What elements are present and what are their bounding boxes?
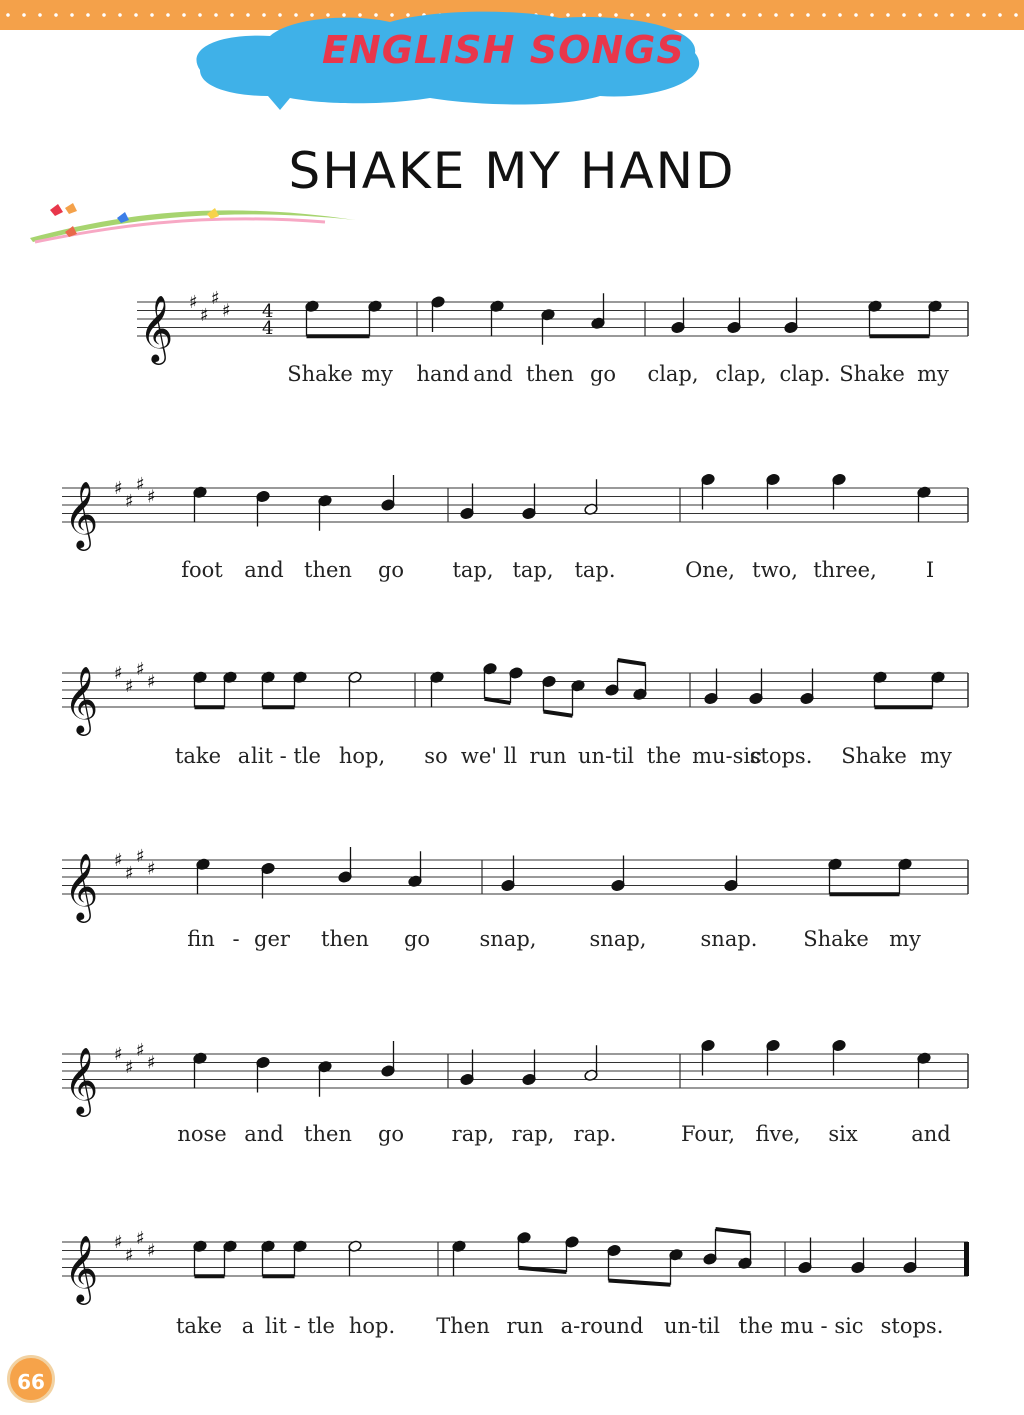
lyric-word: un-til bbox=[663, 1314, 721, 1338]
note-head bbox=[490, 300, 504, 313]
lyric-word: we' ll bbox=[460, 744, 518, 768]
note-head bbox=[223, 1240, 237, 1253]
note-head bbox=[501, 879, 515, 892]
lyric-word: the bbox=[646, 744, 682, 768]
note-head bbox=[738, 1257, 752, 1270]
note-head bbox=[193, 671, 207, 684]
lyric-word: and bbox=[244, 558, 284, 582]
lyric-word: tap, bbox=[452, 558, 494, 582]
sharp-icon: ♯ bbox=[147, 858, 156, 880]
sharp-icon: ♯ bbox=[211, 287, 220, 309]
note-head bbox=[223, 671, 237, 684]
sharp-icon: ♯ bbox=[136, 658, 145, 680]
note-head bbox=[724, 879, 738, 892]
note-beam bbox=[716, 1229, 751, 1233]
note-head bbox=[704, 692, 718, 705]
lyric-word: my bbox=[920, 744, 952, 768]
note-head bbox=[931, 671, 945, 684]
lyric-word: go bbox=[403, 927, 431, 951]
note-head bbox=[868, 300, 882, 313]
note-head bbox=[196, 858, 210, 871]
note-head bbox=[256, 1056, 270, 1069]
lyric-word: un-til bbox=[577, 744, 635, 768]
note-beam bbox=[544, 712, 573, 716]
sharp-icon: ♯ bbox=[125, 490, 134, 512]
lyric-word: run bbox=[506, 1314, 544, 1338]
lyric-word: Shake bbox=[803, 927, 869, 951]
lyric-word: ger bbox=[254, 927, 290, 951]
lyric-word: mu-sic bbox=[692, 744, 762, 768]
sharp-icon: ♯ bbox=[114, 478, 123, 499]
lyric-word: a bbox=[237, 744, 251, 768]
lyric-word: my bbox=[361, 362, 393, 386]
note-head bbox=[798, 1261, 812, 1274]
note-head bbox=[671, 321, 685, 334]
lyric-word: my bbox=[889, 927, 921, 951]
lyric-word: nose bbox=[177, 1122, 227, 1146]
sharp-icon: ♯ bbox=[125, 1244, 134, 1266]
sharp-icon: ♯ bbox=[200, 304, 209, 326]
lyric-word: go bbox=[377, 558, 405, 582]
note-beam bbox=[485, 699, 511, 703]
note-head bbox=[483, 662, 497, 675]
lyric-word: I bbox=[925, 558, 935, 582]
note-head bbox=[381, 499, 395, 512]
lyric-word: snap, bbox=[479, 927, 537, 951]
note-head bbox=[408, 875, 422, 888]
treble-clef-icon: 𝄞 bbox=[64, 665, 99, 733]
note-head bbox=[338, 871, 352, 884]
sharp-icon: ♯ bbox=[114, 1044, 123, 1065]
lyric-word: One, bbox=[685, 558, 735, 582]
lyric-word: two, bbox=[752, 558, 798, 582]
note-head bbox=[851, 1261, 865, 1274]
note-head bbox=[305, 300, 319, 313]
lyric-word: and bbox=[473, 362, 513, 386]
sharp-icon: ♯ bbox=[125, 1056, 134, 1078]
sharp-icon: ♯ bbox=[136, 845, 145, 867]
note-head bbox=[605, 684, 619, 697]
sharp-icon: ♯ bbox=[189, 292, 198, 313]
lyric-word: Shake bbox=[287, 362, 353, 386]
note-head bbox=[542, 675, 556, 688]
lyric-word: rap. bbox=[573, 1122, 617, 1146]
note-head bbox=[584, 503, 598, 516]
note-head bbox=[903, 1261, 917, 1274]
note-head bbox=[727, 321, 741, 334]
note-head bbox=[917, 486, 931, 499]
lyric-word: rap, bbox=[511, 1122, 555, 1146]
note-head bbox=[261, 671, 275, 684]
lyric-word: rap, bbox=[451, 1122, 495, 1146]
note-head bbox=[607, 1244, 621, 1257]
decorative-swoosh bbox=[25, 198, 365, 248]
sharp-icon: ♯ bbox=[147, 1052, 156, 1074]
lyric-word: six bbox=[828, 1122, 858, 1146]
note-head bbox=[261, 1240, 275, 1253]
lyric-word: so bbox=[424, 744, 448, 768]
note-head bbox=[193, 486, 207, 499]
note-head bbox=[452, 1240, 466, 1253]
note-head bbox=[509, 667, 523, 680]
sharp-icon: ♯ bbox=[222, 300, 231, 322]
lyric-word: tap, bbox=[512, 558, 554, 582]
note-head bbox=[800, 692, 814, 705]
lyric-word: Then bbox=[436, 1314, 490, 1338]
lyric-word: Shake bbox=[841, 744, 907, 768]
note-head bbox=[701, 1039, 715, 1052]
sharp-icon: ♯ bbox=[125, 675, 134, 697]
lyric-word: go bbox=[589, 362, 617, 386]
note-head bbox=[522, 507, 536, 520]
sharp-icon: ♯ bbox=[147, 671, 156, 693]
note-head bbox=[873, 671, 887, 684]
lyric-word: Four, bbox=[681, 1122, 735, 1146]
lyric-word: run bbox=[529, 744, 567, 768]
note-head bbox=[766, 473, 780, 486]
note-head bbox=[832, 473, 846, 486]
note-beam bbox=[618, 660, 646, 664]
sharp-icon: ♯ bbox=[147, 486, 156, 508]
lyric-word: snap, bbox=[589, 927, 647, 951]
lyric-word: a-round bbox=[560, 1314, 644, 1338]
note-head bbox=[256, 490, 270, 503]
note-head bbox=[460, 507, 474, 520]
note-head bbox=[193, 1240, 207, 1253]
lyric-word: five, bbox=[755, 1122, 801, 1146]
lyric-word: then bbox=[526, 362, 574, 386]
note-head bbox=[193, 1052, 207, 1065]
lyric-word: clap, bbox=[715, 362, 767, 386]
song-title: SHAKE MY HAND bbox=[288, 142, 736, 200]
note-head bbox=[348, 671, 362, 684]
lyric-word: mu - sic bbox=[780, 1314, 864, 1338]
bird-icon bbox=[50, 204, 63, 216]
final-barline bbox=[964, 1242, 969, 1276]
note-head bbox=[318, 494, 332, 507]
note-beam bbox=[609, 1281, 671, 1285]
note-head bbox=[381, 1065, 395, 1078]
lyric-word: clap, bbox=[647, 362, 699, 386]
note-head bbox=[917, 1052, 931, 1065]
lyric-word: tap. bbox=[574, 558, 616, 582]
lyric-word: and bbox=[244, 1122, 284, 1146]
lyric-word: Shake bbox=[839, 362, 905, 386]
note-head bbox=[348, 1240, 362, 1253]
lyric-word: stops. bbox=[880, 1314, 944, 1338]
lyric-word: - bbox=[232, 927, 240, 951]
lyric-word: snap. bbox=[700, 927, 758, 951]
lyric-word: then bbox=[304, 558, 352, 582]
lyric-word: take bbox=[174, 744, 222, 768]
lyric-word: go bbox=[377, 1122, 405, 1146]
time-signature: 4 bbox=[262, 318, 274, 339]
note-head bbox=[749, 692, 763, 705]
lyric-word: stops. bbox=[749, 744, 813, 768]
treble-clef-icon: 𝄞 bbox=[64, 1046, 99, 1114]
treble-clef-icon: 𝄞 bbox=[139, 294, 174, 362]
note-head bbox=[591, 317, 605, 330]
note-head bbox=[565, 1236, 579, 1249]
note-head bbox=[293, 1240, 307, 1253]
note-head bbox=[430, 671, 444, 684]
time-signature: 4 bbox=[262, 301, 274, 322]
lyric-word: three, bbox=[813, 558, 877, 582]
lyric-word: hop, bbox=[338, 744, 386, 768]
lyric-word: the bbox=[738, 1314, 774, 1338]
note-head bbox=[633, 688, 647, 701]
note-head bbox=[293, 671, 307, 684]
lyric-word: and bbox=[911, 1122, 951, 1146]
note-head bbox=[571, 679, 585, 692]
note-head bbox=[703, 1253, 717, 1266]
note-head bbox=[784, 321, 798, 334]
sharp-icon: ♯ bbox=[136, 1039, 145, 1061]
note-head bbox=[460, 1073, 474, 1086]
note-head bbox=[431, 296, 445, 309]
note-head bbox=[541, 308, 555, 321]
page-number-badge: 66 bbox=[7, 1355, 55, 1403]
note-head bbox=[584, 1069, 598, 1082]
lyric-word: hand bbox=[416, 362, 470, 386]
sharp-icon: ♯ bbox=[114, 1232, 123, 1253]
treble-clef-icon: 𝄞 bbox=[64, 480, 99, 548]
note-head bbox=[928, 300, 942, 313]
lyric-word: a bbox=[241, 1314, 255, 1338]
note-beam bbox=[519, 1268, 567, 1272]
sharp-icon: ♯ bbox=[114, 850, 123, 871]
lyric-word: my bbox=[917, 362, 949, 386]
note-head bbox=[261, 862, 275, 875]
banner-title: ENGLISH SONGS bbox=[322, 28, 685, 72]
lyric-word: lit - tle bbox=[251, 744, 321, 768]
sharp-icon: ♯ bbox=[125, 862, 134, 884]
note-head bbox=[832, 1039, 846, 1052]
sharp-icon: ♯ bbox=[147, 1240, 156, 1262]
lyric-word: lit - tle bbox=[265, 1314, 335, 1338]
note-head bbox=[368, 300, 382, 313]
note-head bbox=[766, 1039, 780, 1052]
sharp-icon: ♯ bbox=[136, 1227, 145, 1249]
treble-clef-icon: 𝄞 bbox=[64, 1234, 99, 1302]
note-head bbox=[828, 858, 842, 871]
lyric-word: then bbox=[321, 927, 369, 951]
note-head bbox=[611, 879, 625, 892]
treble-clef-icon: 𝄞 bbox=[64, 852, 99, 920]
note-head bbox=[522, 1073, 536, 1086]
lyric-word: foot bbox=[181, 558, 223, 582]
note-head bbox=[669, 1248, 683, 1261]
lyric-word: take bbox=[175, 1314, 223, 1338]
lyric-word: then bbox=[304, 1122, 352, 1146]
sharp-icon: ♯ bbox=[136, 473, 145, 495]
note-head bbox=[517, 1231, 531, 1244]
sharp-icon: ♯ bbox=[114, 663, 123, 684]
note-head bbox=[898, 858, 912, 871]
lyric-word: hop. bbox=[348, 1314, 396, 1338]
note-head bbox=[701, 473, 715, 486]
lyric-word: fin bbox=[187, 927, 215, 951]
lyric-word: clap. bbox=[779, 362, 831, 386]
note-head bbox=[318, 1060, 332, 1073]
